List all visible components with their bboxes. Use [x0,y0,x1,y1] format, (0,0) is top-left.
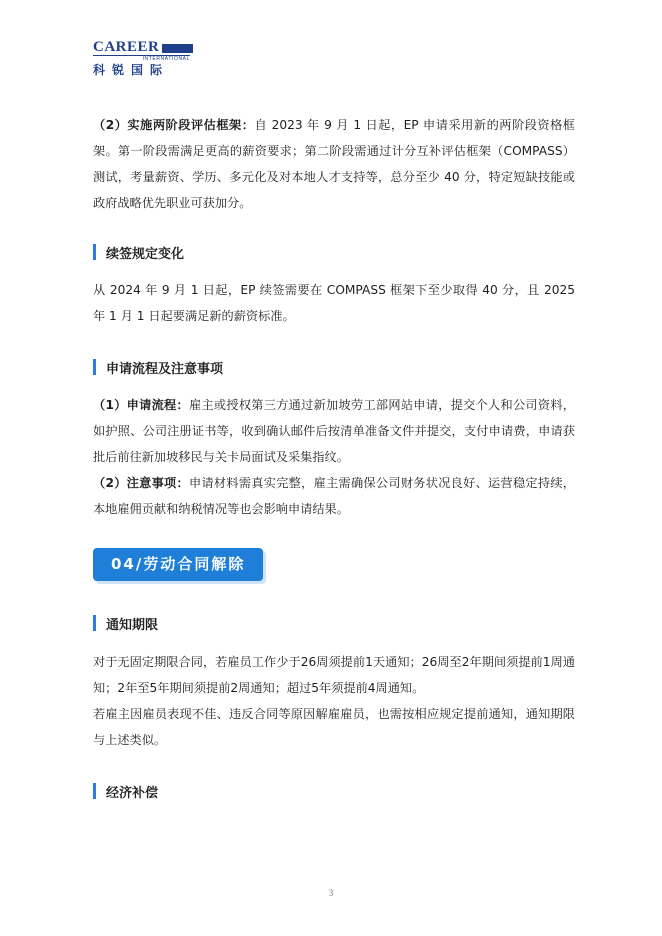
heading-accent-bar [93,244,96,260]
paragraph-text: 自 2023 年 9 月 1 日起，EP 申请采用新的两阶段资格框架。第一阶段需满足更高的薪资要求；第二阶段需通过计分互补评估框架（COMPASS）测试，考量薪资、学历、多元化及对本地人才支持等，总分至少 40 分，特定短缺技能或政府战略优先职业可获加分。 [93,118,575,210]
heading-renewal [93,242,575,262]
paragraph-process-steps [93,392,575,470]
paragraph-text: 申请材料需真实完整，雇主需确保公司财务状况良好、运营稳定持续，本地雇佣贡献和纳税情况等也会影响申请结果。 [93,476,575,516]
heading-text: 经济补偿 [106,785,159,801]
paragraph-text: 雇主或授权第三方通过新加坡劳工部网站申请，提交个人和公司资料，如护照、公司注册证书等，收到确认邮件后按清单准备文件并提交，支付申请费，申请获批后前往新加坡移民与关卡局面试及采集指纹。 [93,398,575,464]
heading-notice-period [93,613,575,633]
heading-compensation [93,781,575,801]
logo-international-text: INTERNATIONAL [93,55,190,63]
company-logo [93,39,193,77]
logo-chinese-text: 科锐国际 [93,63,170,77]
heading-text: 续签规定变化 [106,246,185,262]
page-content [93,112,575,801]
heading-accent-bar [93,783,96,799]
heading-text: 通知期限 [106,617,159,633]
heading-accent-bar [93,615,96,631]
section-banner: 04/劳动合同解除 [93,548,263,581]
paragraph-label: （2）注意事项： [93,476,189,490]
paragraph-notice-rules: 对于无固定期限合同，若雇员工作少于26周须提前1天通知；26周至2年期间须提前1周通知；2年至5年期间须提前2周通知；超过5年须提前4周通知。 [93,655,575,695]
heading-text: 申请流程及注意事项 [106,361,224,377]
paragraph-notice-dismissal: 若雇主因雇员表现不佳、违反合同等原因解雇雇员，也需按相应规定提前通知，通知期限与上述类似。 [93,707,575,747]
paragraph-label: （1）申请流程： [93,398,189,412]
paragraph-renewal: 从 2024 年 9 月 1 日起，EP 续签需要在 COMPASS 框架下至少取得 40 分，且 2025 年 1 月 1 日起要满足新的薪资标准。 [93,283,575,323]
paragraph-label: （2）实施两阶段评估框架： [93,118,255,132]
logo-career-text: CAREER [93,39,160,55]
heading-process [93,357,575,377]
logo-bar [162,44,193,53]
page-number: 3 [328,888,334,898]
paragraph-process-notes [93,470,575,522]
paragraph-two-stage-framework [93,112,575,216]
heading-accent-bar [93,359,96,375]
